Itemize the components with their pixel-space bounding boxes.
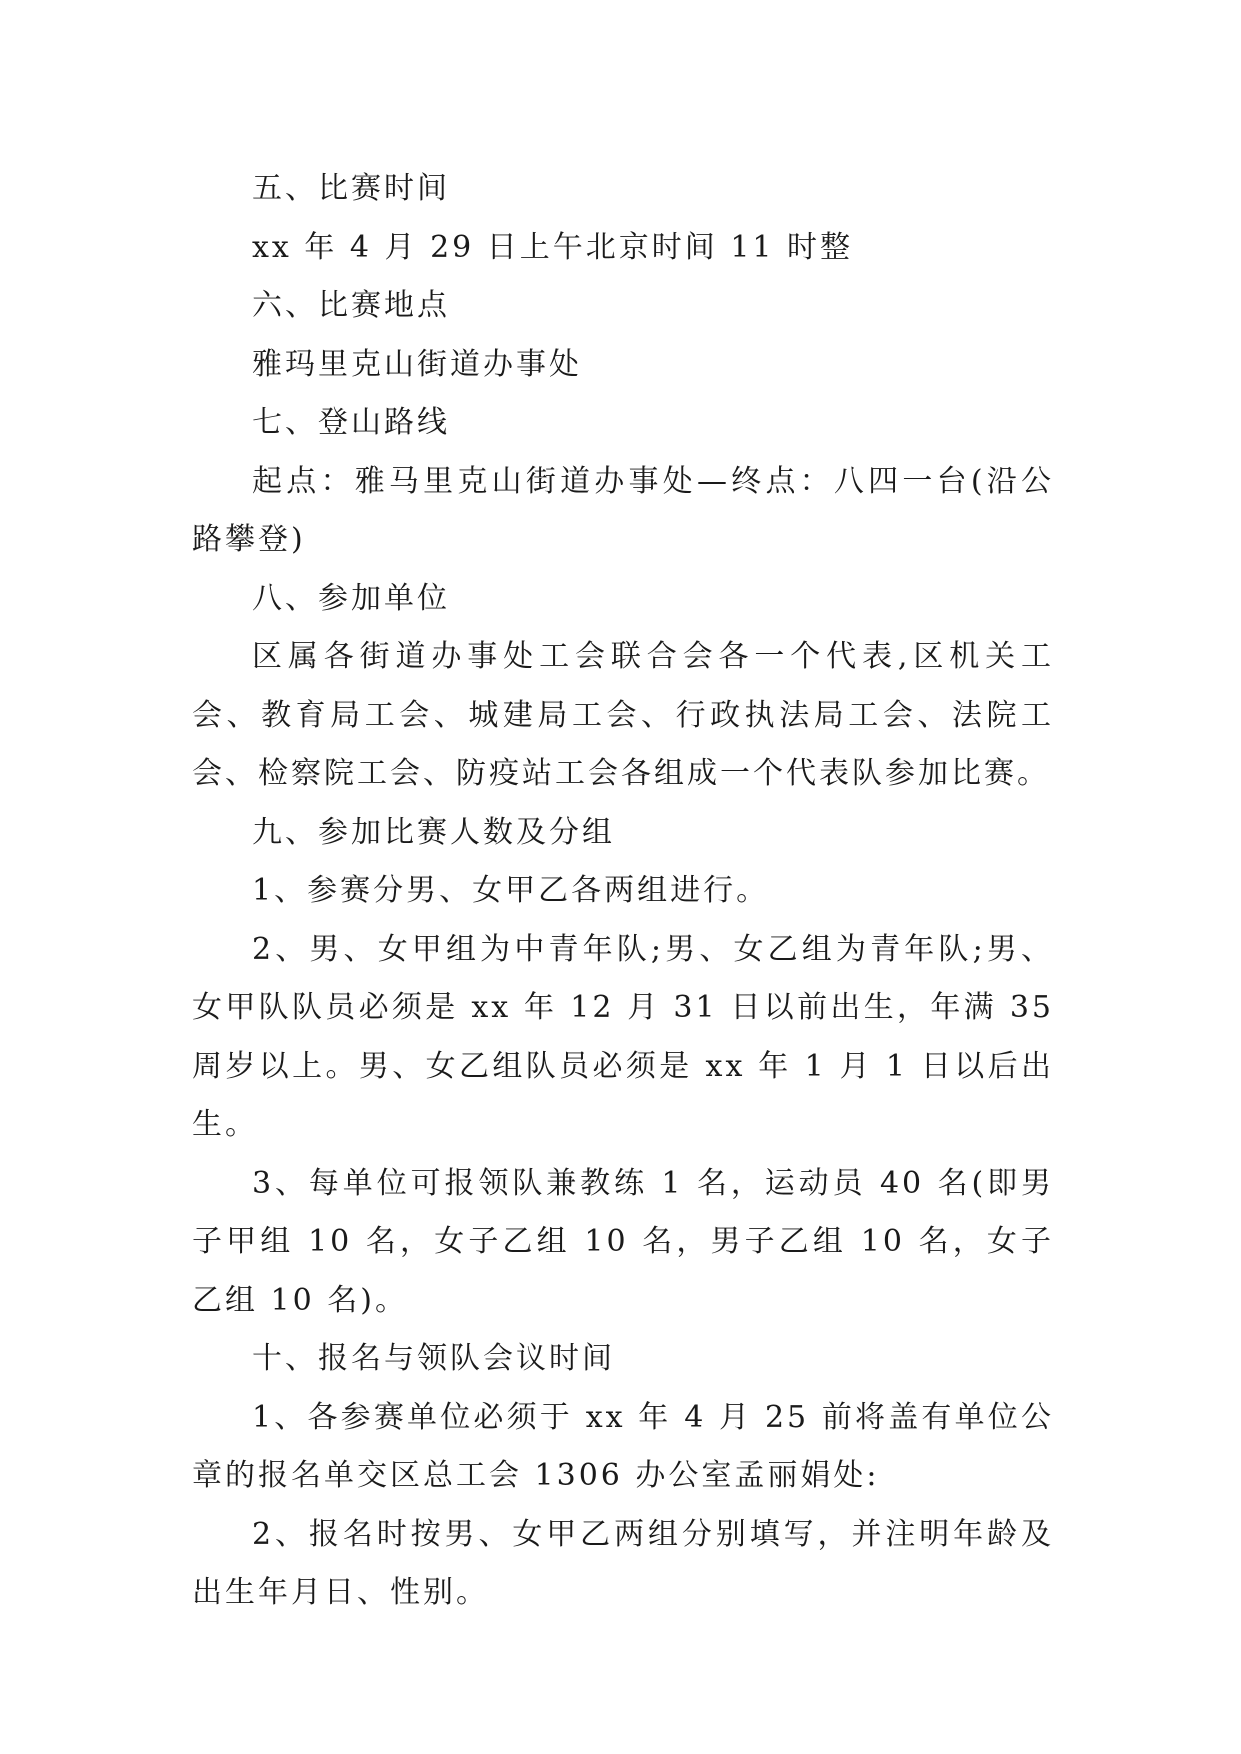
section-heading-competition-time: 五、比赛时间 (252, 171, 450, 206)
document-body (192, 160, 1054, 1623)
section-heading-registration-meeting: 十、报名与领队会议时间 (252, 1341, 615, 1376)
climbing-route-text: 起点：雅马里克山街道办事处—终点：八四一台(沿公路攀登) (192, 463, 1054, 557)
competition-time-text: xx 年 4 月 29 日上午北京时间 11 时整 (252, 229, 854, 265)
registration-item-2: 2、报名时按男、女甲乙两组分别填写，并注明年龄及出生年月日、性别。 (192, 1516, 1054, 1610)
participating-units-text: 区属各街道办事处工会联合会各一个代表,区机关工会、教育局工会、城建局工会、行政执法局工会、法院工会、检察院工会、防疫站工会各组成一个代表队参加比赛。 (192, 639, 1054, 791)
section-heading-climbing-route: 七、登山路线 (252, 405, 450, 440)
registration-item-1: 1、各参赛单位必须于 xx 年 4 月 25 前将盖有单位公章的报名单交区总工会 1306 办公室孟丽娟处: (192, 1399, 1054, 1493)
groups-item-1: 1、参赛分男、女甲乙各两组进行。 (252, 873, 770, 908)
section-heading-participating-units: 八、参加单位 (252, 580, 450, 616)
section-heading-competition-venue: 六、比赛地点 (252, 288, 450, 323)
groups-item-2: 2、男、女甲组为中青年队;男、女乙组为青年队;男、女甲队队员必须是 xx 年 12 月 31 日以前出生，年满 35 周岁以上。男、女乙组队员必须是 xx 年 1 月 1 日以后出生。 (192, 931, 1054, 1142)
section-heading-participants-and-groups: 九、参加比赛人数及分组 (252, 814, 615, 850)
groups-item-3: 3、每单位可报领队兼教练 1 名，运动员 40 名(即男子甲组 10 名，女子乙组 10 名，男子乙组 10 名，女子乙组 10 名)。 (192, 1165, 1054, 1318)
competition-venue-text: 雅玛里克山街道办事处 (252, 346, 582, 382)
